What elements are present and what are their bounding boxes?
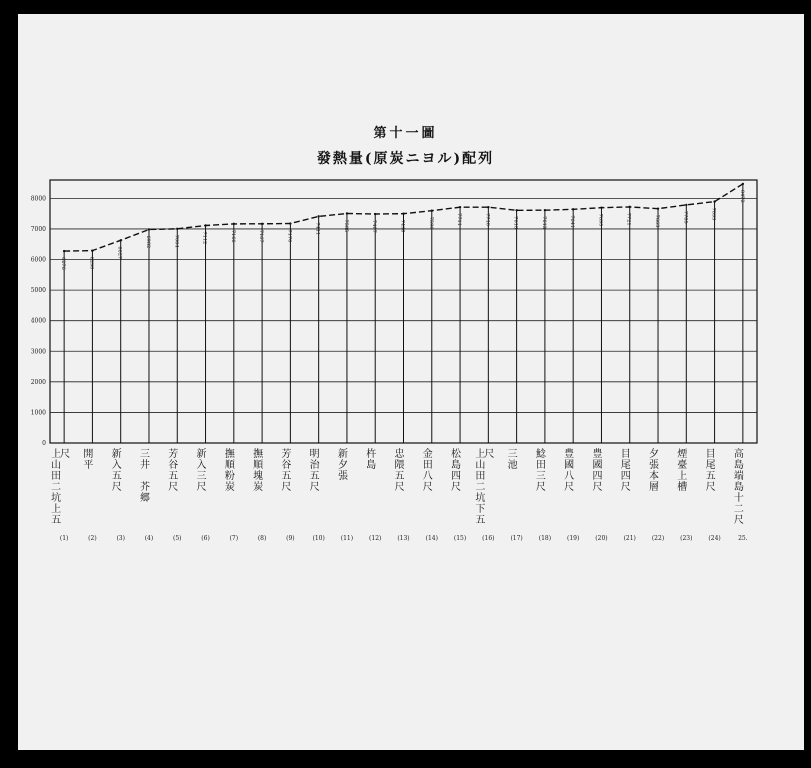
data-label: 7785 (682, 210, 689, 224)
data-point (346, 212, 348, 214)
category-number: (7) (229, 535, 239, 542)
data-point (91, 249, 93, 251)
data-label: 7167 (258, 229, 265, 243)
data-point (600, 206, 602, 208)
data-point (742, 183, 744, 185)
category-label: 開平 (83, 449, 94, 471)
category-number: (9) (286, 535, 295, 542)
data-label: 7498 (399, 219, 406, 233)
category-number: (12) (369, 535, 382, 542)
data-label: 7166 (229, 229, 236, 243)
category-label: 三池 (507, 449, 518, 471)
category-label: 金田八尺 (422, 449, 433, 493)
category-number: (23) (680, 535, 693, 542)
y-tick-label: 4000 (30, 317, 46, 325)
data-point (120, 239, 122, 241)
data-label: 7663 (654, 214, 661, 228)
data-label: 7893 (710, 207, 717, 221)
data-point (431, 210, 433, 212)
chart-title: 發熱量(原炭ニヨル)配列 (316, 151, 495, 167)
category-label: 新入三尺 (196, 449, 207, 493)
category-number: (14) (425, 535, 438, 542)
category-number: (24) (708, 535, 721, 542)
data-label: 7721 (625, 212, 632, 226)
data-label: 7411 (314, 222, 321, 236)
data-point (459, 206, 461, 208)
data-label: 7612 (540, 216, 547, 229)
data-point (685, 204, 687, 206)
data-label: 7710 (484, 213, 491, 226)
data-label: 6276 (60, 257, 67, 270)
category-number: (22) (651, 535, 665, 542)
data-label: 7610 (512, 216, 519, 230)
category-label: 豊國四尺 (592, 449, 603, 493)
category-number: (17) (510, 535, 523, 542)
data-label: 7176 (286, 229, 293, 243)
y-tick-label: 1000 (30, 409, 46, 417)
y-tick-label: 5000 (30, 287, 46, 295)
category-label: 杵島 (366, 449, 377, 471)
category-label: 撫順塊炭 (253, 449, 264, 493)
category-label: 明治五尺 (309, 449, 320, 493)
category-number: (15) (453, 535, 467, 542)
data-label: 8472 (738, 189, 745, 203)
data-label: 7596 (427, 216, 434, 230)
y-tick-label: 0 (42, 440, 46, 447)
data-point (713, 200, 715, 202)
data-label: 7641 (569, 215, 576, 229)
category-label: 忠隈五尺 (394, 449, 405, 493)
category-label: 芳谷五尺 (281, 449, 292, 493)
category-number: (6) (201, 535, 210, 542)
y-tick-label: 2000 (30, 378, 46, 386)
category-number: (4) (144, 535, 154, 542)
data-label: 6290 (88, 256, 95, 270)
data-point (204, 224, 206, 226)
data-label: 7505 (342, 219, 349, 233)
y-tick-label: 7000 (30, 225, 46, 233)
category-label: 撫順粉炭 (224, 449, 235, 493)
category-label: 上山田二坑下五尺 (475, 449, 495, 526)
category-label: 鯰田三尺 (535, 449, 546, 493)
data-point (374, 213, 376, 215)
category-label: 松島四尺 (451, 449, 462, 493)
data-label: 7695 (597, 213, 604, 227)
data-point (261, 223, 263, 225)
category-label: 豊國八尺 (564, 449, 575, 493)
data-point (657, 207, 659, 209)
data-point (544, 209, 546, 211)
category-number: (11) (340, 535, 354, 542)
category-number: 25. (738, 535, 748, 542)
data-label: 7711 (456, 213, 463, 226)
figure-heading: 第十一圖 (373, 126, 438, 141)
category-number: (21) (623, 535, 636, 542)
category-number: (8) (257, 535, 267, 542)
data-point (572, 208, 574, 210)
category-number: (5) (173, 535, 182, 542)
category-number: (13) (397, 535, 410, 542)
data-point (515, 209, 517, 211)
data-point (317, 215, 319, 217)
data-point (63, 250, 65, 252)
category-label: 新入五尺 (111, 449, 122, 493)
category-label: 高島端島十二尺 (733, 449, 744, 526)
category-label: 煙臺上槽 (677, 449, 688, 493)
category-label: 目尾五尺 (705, 449, 716, 493)
category-number: (2) (88, 535, 97, 542)
data-label: 7487 (371, 220, 378, 233)
category-number: (16) (482, 535, 495, 542)
category-label: 夕張本層 (649, 449, 660, 493)
y-tick-label: 3000 (30, 348, 46, 356)
category-number: (3) (116, 535, 125, 542)
data-label: 7112 (201, 231, 208, 245)
category-number: (18) (538, 535, 552, 542)
data-label: 7004 (173, 234, 180, 248)
category-number: (20) (595, 535, 608, 542)
data-point (233, 223, 235, 225)
category-label: 目尾四尺 (620, 449, 631, 493)
category-label: 三井 芥郷 (139, 449, 150, 504)
data-point (289, 222, 291, 224)
category-number: (1) (59, 535, 69, 542)
data-point (402, 213, 404, 215)
data-point (176, 228, 178, 230)
category-label: 上山田二坑上五尺 (51, 449, 71, 526)
category-number: (10) (312, 535, 325, 542)
y-tick-label: 8000 (30, 195, 46, 203)
y-tick-label: 6000 (30, 256, 46, 264)
data-point (148, 228, 150, 230)
data-point (487, 206, 489, 208)
category-label: 芳谷五尺 (168, 449, 179, 493)
data-point (629, 206, 631, 208)
category-label: 新夕張 (337, 449, 348, 482)
data-label: 6982 (144, 235, 151, 249)
data-label: 6627 (116, 246, 123, 260)
category-number: (19) (567, 535, 580, 542)
